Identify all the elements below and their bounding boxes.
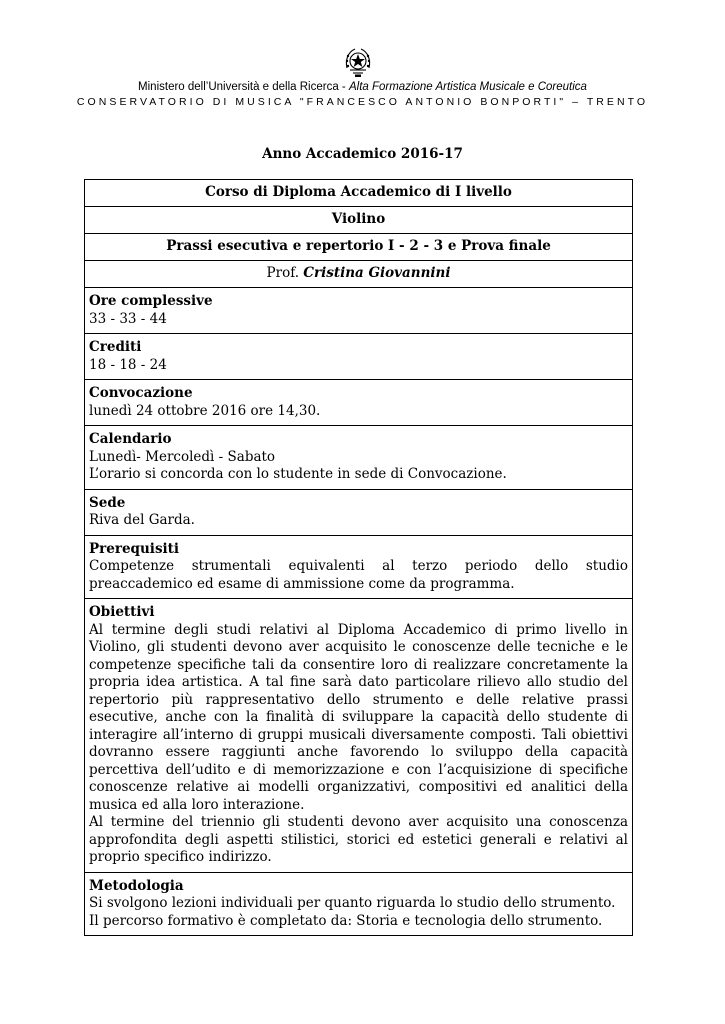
section-heading: Calendario: [89, 431, 172, 447]
course-table: [84, 179, 633, 936]
section-heading: Obiettivi: [89, 604, 155, 620]
afam-name: Alta Formazione Artistica Musicale e Coreutica: [348, 81, 587, 93]
instrument: Violino: [85, 207, 633, 234]
section-heading: Sede: [89, 494, 126, 511]
ministry-name: Ministero dell’Università e della Ricerca -: [138, 81, 349, 93]
professor-name: Cristina Giovannini: [303, 265, 451, 282]
section-prerequisiti: [85, 535, 633, 599]
section-value: L’orario si concorda con lo studente in sede di Convocazione.: [89, 466, 507, 482]
section-heading: Convocazione: [89, 385, 193, 401]
section-paragraph: Al termine del triennio gli studenti devono aver acquisito una conoscenza approfondita degli aspetti stilistici, storici ed estetici generali e relativi al proprio specifico indirizzo.: [89, 814, 628, 865]
section-metodologia: [85, 872, 633, 936]
academic-year: Anno Accademico 2016-17: [262, 146, 463, 162]
italian-republic-emblem-icon: [343, 46, 373, 78]
ministry-line: [0, 81, 725, 93]
section-convocazione: [85, 380, 633, 426]
section-value: 33 - 33 - 44: [89, 310, 167, 327]
section-obiettivi: [85, 599, 633, 873]
section-heading: Prerequisiti: [89, 540, 180, 557]
section-crediti: [85, 334, 633, 380]
section-heading: Ore complessive: [89, 293, 213, 309]
section-heading: Metodologia: [89, 877, 184, 894]
section-value: Si svolgono lezioni individuali per quanto riguarda lo studio dello strumento.: [89, 895, 616, 911]
professor: [85, 261, 633, 288]
section-value: 18 - 18 - 24: [89, 356, 167, 373]
section-value: Competenze strumentali equivalenti al terzo periodo dello studio preaccademico ed esame di ammissione come da programma.: [89, 558, 628, 592]
section-value: Il percorso formativo è completato da: Storia e tecnologia dello strumento.: [89, 912, 603, 929]
professor-prefix: Prof.: [266, 265, 304, 282]
subject: Prassi esecutiva e repertorio I - 2 - 3 e Prova finale: [85, 234, 633, 261]
section-heading: Crediti: [89, 339, 142, 355]
section-sede: [85, 489, 633, 535]
section-paragraph: Al termine degli studi relativi al Diploma Accademico di primo livello in Violino, gli studenti devono aver acquisito le conoscenze delle tecniche e le competenze specifiche tali da consentire loro di realizzare concretamente la propria idea artistica. A tal fine sarà dato particolare rilievo allo studio del repertorio più rappresentativo dello strumento e delle relative prassi esecutive, anche con la finalità di sviluppare la capacità dello studente di interagire all’interno di gruppi musicali diversamente composti. Tali obiettivi dovranno essere raggiunti anche favorendo lo sviluppo della capacità percettiva dell’udito e di memorizzazione e con l’acquisizione di specifiche conoscenze relative ai modelli organizzativi, compositivi ed analitici della musica ed alla loro interazione.: [89, 621, 628, 813]
section-calendario: [85, 426, 633, 490]
conservatory-name: CONSERVATORIO DI MUSICA "FRANCESCO ANTONIO BONPORTI" – TRENTO: [76, 96, 649, 108]
section-value: Lunedì- Mercoledì - Sabato: [89, 448, 276, 465]
section-ore: [85, 288, 633, 334]
section-value: lunedì 24 ottobre 2016 ore 14,30.: [89, 402, 321, 419]
course-title: Corso di Diploma Accademico di I livello: [85, 180, 633, 207]
section-value: Riva del Garda.: [89, 512, 195, 528]
